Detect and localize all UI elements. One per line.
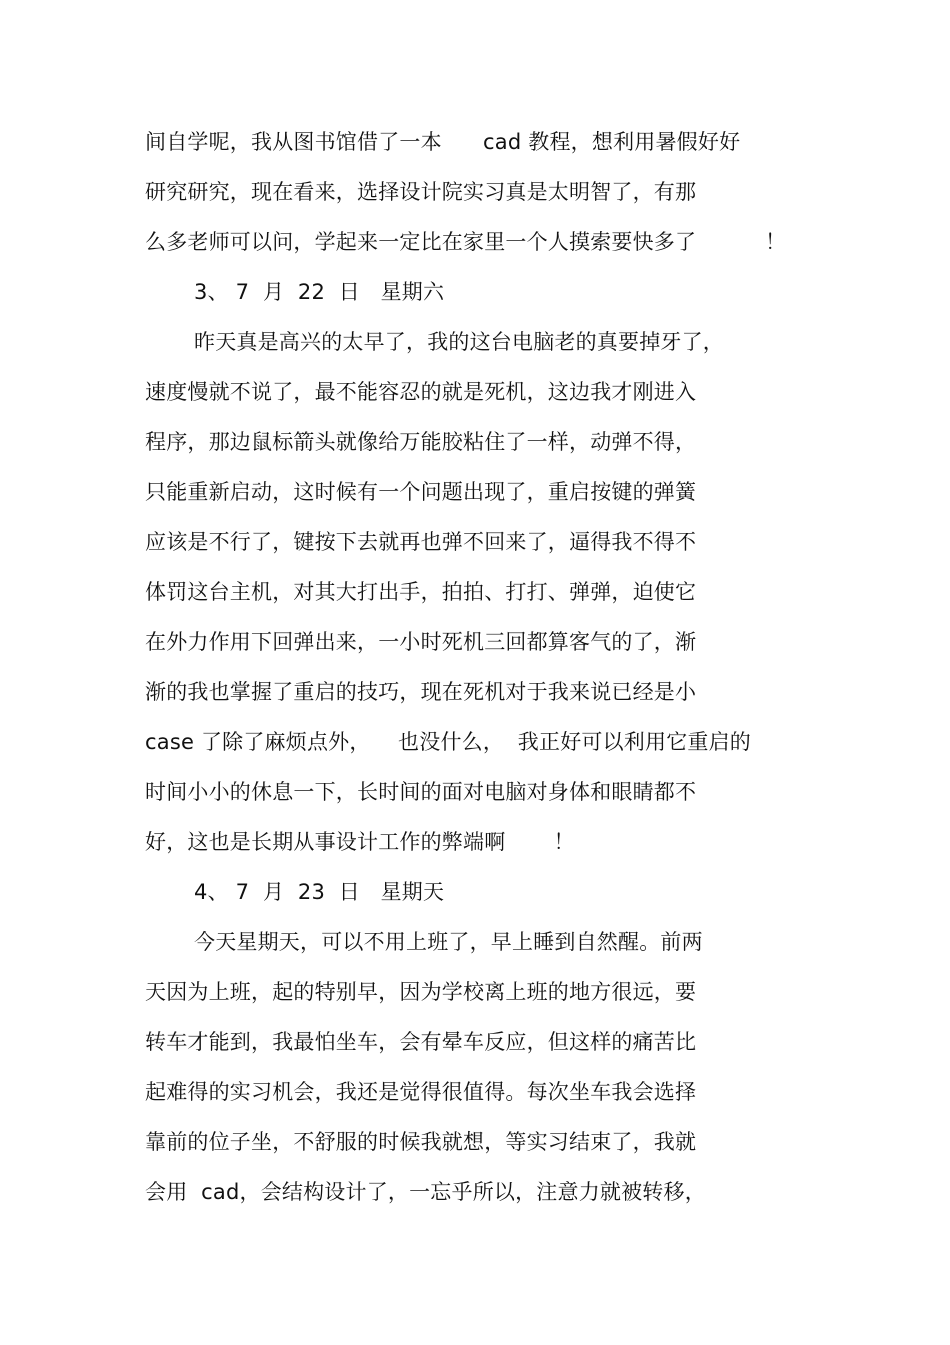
text-line: 只能重新启动，这时候有一个问题出现了，重启按键的弹簧 [145,480,697,504]
text-line: 会用 cad，会结构设计了，一忘乎所以，注意力就被转移， [145,1180,706,1204]
text-line: 天因为上班，起的特别早，因为学校离上班的地方很远，要 [145,980,697,1004]
text-line: 转车才能到，我最怕坐车，会有晕车反应，但这样的痛苦比 [145,1030,697,1054]
section-heading: 3、 7 月 22 日 星期六 [194,280,445,304]
text-line: 起难得的实习机会，我还是觉得很值得。每次坐车我会选择 [145,1080,697,1104]
text-line: 速度慢就不说了，最不能容忍的就是死机，这边我才刚进入 [145,380,697,404]
text-line: 研究研究，现在看来，选择设计院实习真是太明智了，有那 [145,180,697,204]
section-heading: 4、 7 月 23 日 星期天 [194,880,445,904]
text-line: 在外力作用下回弹出来，一小时死机三回都算客气的了，渐 [145,630,697,654]
paragraph-first-line: 今天星期天，可以不用上班了，早上睡到自然醒。前两 [194,930,703,954]
text-line: 渐的我也掌握了重启的技巧，现在死机对于我来说已经是小 [145,680,697,704]
paragraph-first-line: 昨天真是高兴的太早了，我的这台电脑老的真要掉牙了， [194,330,724,354]
text-line: 靠前的位子坐，不舒服的时候我就想，等实习结束了，我就 [145,1130,697,1154]
text-line: 应该是不行了，键按下去就再也弹不回来了，逼得我不得不 [145,530,697,554]
text-line: 间自学呢，我从图书馆借了一本 cad 教程，想利用暑假好好 [145,130,741,154]
text-line: 好，这也是长期从事设计工作的弊端啊 ！ [145,830,575,854]
text-line: 时间小小的休息一下，长时间的面对电脑对身体和眼睛都不 [145,780,697,804]
text-line: 体罚这台主机，对其大打出手，拍拍、打打、弹弹，迫使它 [145,580,697,604]
text-line: 么多老师可以问，学起来一定比在家里一个人摸索要快多了 ！ [145,230,787,254]
text-line: 程序，那边鼠标箭头就像给万能胶粘住了一样，动弹不得， [145,430,697,454]
text-line: case 了除了麻烦点外， 也没什么， 我正好可以利用它重启的 [145,730,752,754]
